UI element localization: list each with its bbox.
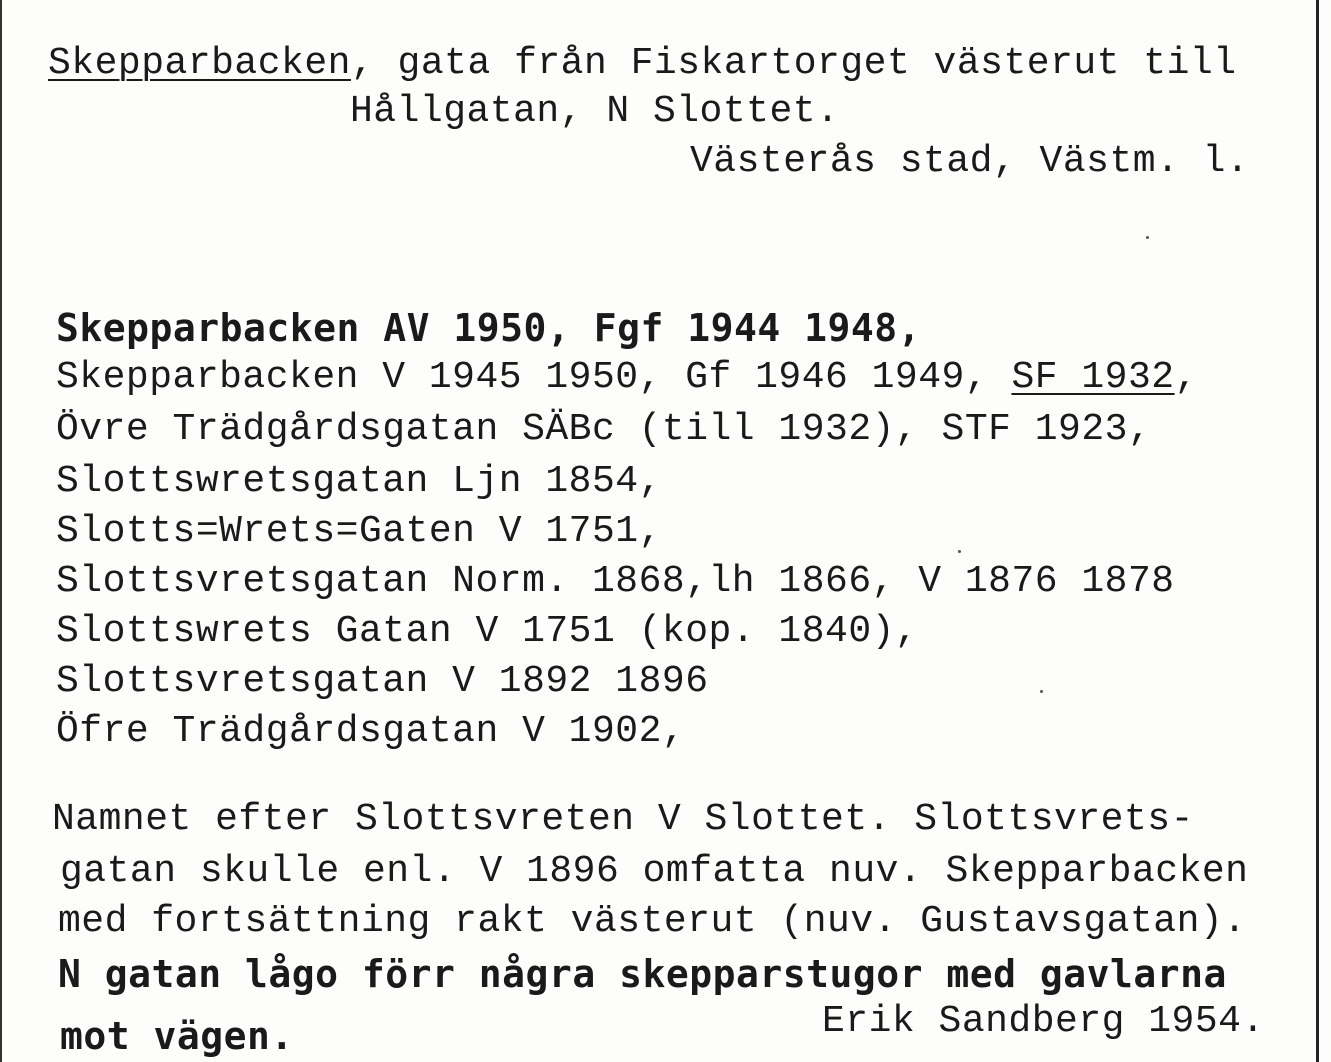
signature: Erik Sandberg 1954. [822,1000,1265,1043]
scan-speck [1040,690,1043,693]
forms-line-2-underlined: SF 1932 [1011,356,1175,399]
forms-line-2-main: Skepparbacken V 1945 1950, Gf 1946 1949, [56,356,1012,399]
note-line-3: med fortsättning rakt västerut (nuv. Gustavsgatan). [58,900,1247,943]
note-line-4: N gatan lågo förr några skepparstugor med gavlarna [58,952,1227,996]
forms-line-2 [56,356,1198,400]
forms-line-4: Slottswretsgatan Ljn 1854, [56,460,662,503]
card-left-edge [0,0,2,1062]
forms-line-6: Slottsvretsgatan Norm. 1868,lh 1866, V 1876 1878 [56,560,1175,603]
forms-line-9: Öfre Trädgårdsgatan V 1902, [56,710,686,753]
note-line-1: Namnet efter Slottsvreten V Slottet. Slottsvrets- [52,798,1194,841]
scan-speck [958,550,961,553]
forms-line-3: Övre Trädgårdsgatan SÄBc (till 1932), STF 1923, [56,408,1152,451]
forms-line-7: Slottswrets Gatan V 1751 (kop. 1840), [56,610,919,653]
note-line-5: mot vägen. [60,1014,294,1058]
forms-line-1: Skepparbacken AV 1950, Fgf 1944 1948, [56,306,921,350]
note-line-2: gatan skulle enl. V 1896 omfatta nuv. Skepparbacken [60,850,1249,893]
header-location: Västerås stad, Västm. l. [690,140,1250,183]
header-line-1 [48,42,1237,86]
street-name: Skepparbacken [48,42,351,85]
header-line-2: Hållgatan, N Slottet. [350,90,840,133]
forms-line-2-end: , [1174,356,1198,399]
forms-line-5: Slotts=Wrets=Gaten V 1751, [56,510,662,553]
forms-line-8: Slottsvretsgatan V 1892 1896 [56,660,709,703]
card-right-edge [1316,0,1319,1062]
street-description: , gata från Fiskartorget västerut till [350,42,1237,85]
scan-speck [1146,236,1149,239]
